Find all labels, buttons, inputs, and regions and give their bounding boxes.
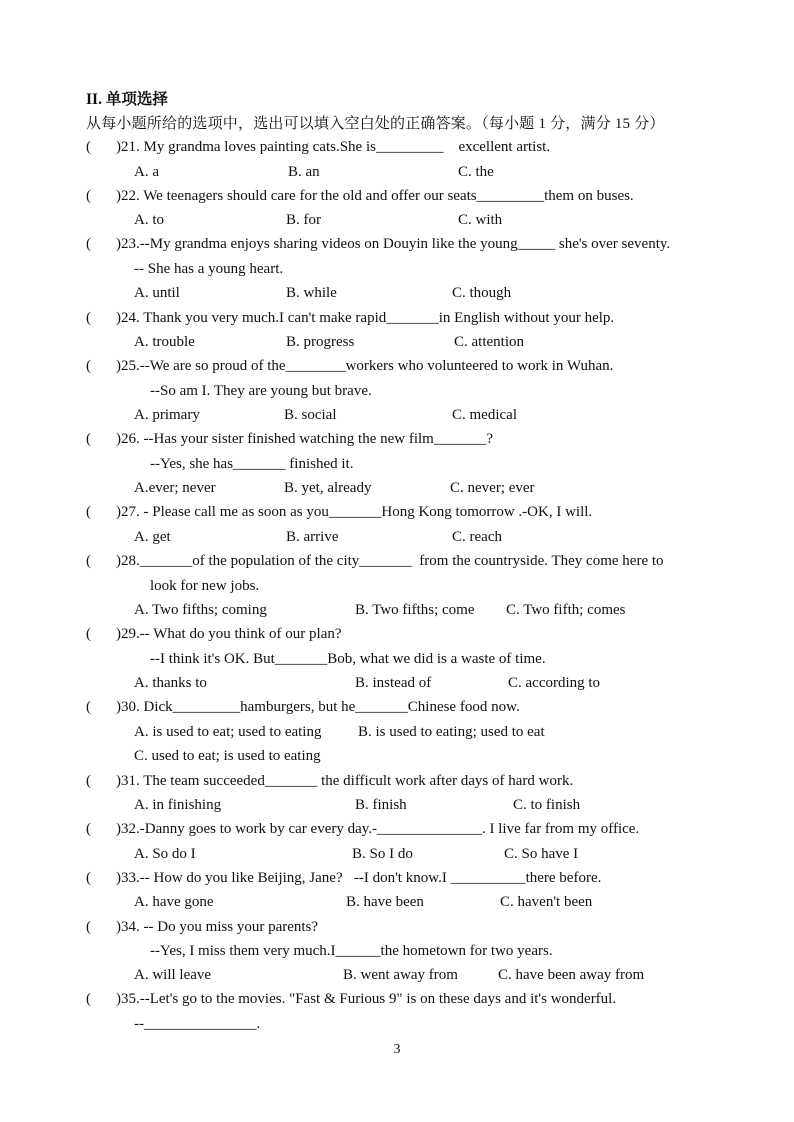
question-24-options [0, 330, 794, 354]
option-c: C. the [458, 164, 494, 180]
question-32-stem: ( )32.-Danny goes to work by car every day.-______________. I live far from my office. [0, 817, 794, 841]
question-27-options [0, 525, 794, 549]
answer-paren: ( [86, 919, 91, 935]
question-32-options [0, 842, 794, 866]
option-c: C. medical [452, 407, 517, 423]
question-23-stem: ( )23.--My grandma enjoys sharing videos on Douyin like the young_____ she's over seventy. [0, 232, 794, 256]
answer-paren: ( [86, 553, 91, 569]
question-28-options [0, 598, 794, 622]
option-b: B. social [284, 407, 337, 423]
question-26-options [0, 476, 794, 500]
question-24-stem: ( )24. Thank you very much.I can't make rapid_______in English without your help. [0, 306, 794, 330]
question-29-continuation: --I think it's OK. But_______Bob, what we did is a waste of time. [150, 651, 546, 667]
page-number: 3 [393, 1042, 401, 1057]
question-29-stem: ( )29.-- What do you think of our plan? [0, 622, 794, 646]
question-33-options [0, 890, 794, 914]
option-a: A. is used to eat; used to eating [134, 724, 322, 740]
answer-paren: ( [86, 139, 91, 155]
question-21-options [0, 160, 794, 184]
option-a: A. Two fifths; coming [134, 602, 267, 618]
question-27-stem: ( )27. - Please call me as soon as you_______Hong Kong tomorrow .-OK, I will. [0, 500, 794, 524]
question-22-options [0, 208, 794, 232]
option-a: A. a [134, 164, 159, 180]
question-31-options [0, 793, 794, 817]
question-26-stem: ( )26. --Has your sister finished watching the new film_______? [0, 427, 794, 451]
answer-paren: ( [86, 431, 91, 447]
option-a: A. in finishing [134, 797, 222, 813]
question-31-stem: ( )31. The team succeeded_______ the difficult work after days of hard work. [0, 769, 794, 793]
question-28-stem: ( )28._______of the population of the city_______ from the countryside. They come here to [0, 549, 794, 573]
option-c: C. never; ever [450, 480, 535, 496]
option-c: C. attention [454, 334, 524, 350]
section-heading: II. 单项选择 [86, 91, 168, 108]
option-b: B. for [286, 212, 321, 228]
option-b: B. have been [346, 894, 424, 910]
section-instructions: 从每小题所给的选项中，选出可以填入空白处的正确答案。（每小题 1 分，满分 15 分） [86, 116, 665, 132]
question-29-options [0, 671, 794, 695]
option-b: B. So I do [352, 846, 413, 862]
answer-paren: ( [86, 870, 91, 886]
answer-paren: ( [86, 236, 91, 252]
question-22-stem: ( )22. We teenagers should care for the old and offer our seats_________them on buses. [0, 184, 794, 208]
option-a: A. trouble [134, 334, 195, 350]
option-a: A.ever; never [134, 480, 216, 496]
option-b: B. instead of [355, 675, 432, 691]
option-a: A. primary [134, 407, 200, 423]
answer-paren: ( [86, 310, 91, 326]
answer-paren: ( [86, 991, 91, 1007]
option-c: C. though [452, 285, 512, 301]
question-21-stem: ( )21. My grandma loves painting cats.She is_________ excellent artist. [0, 135, 794, 159]
option-b: B. while [286, 285, 337, 301]
option-a: A. will leave [134, 967, 212, 983]
option-b: B. went away from [343, 967, 458, 983]
option-c: C. Two fifth; comes [506, 602, 626, 618]
option-c: C. haven't been [500, 894, 593, 910]
answer-paren: ( [86, 773, 91, 789]
question-23-options [0, 281, 794, 305]
option-c: C. have been away from [498, 967, 645, 983]
answer-paren: ( [86, 626, 91, 642]
question-30-options [0, 720, 794, 744]
option-a: A. get [134, 529, 171, 545]
option-a: A. So do I [134, 846, 196, 862]
option-b: B. an [288, 164, 320, 180]
answer-paren: ( [86, 699, 91, 715]
option-b: B. Two fifths; come [355, 602, 475, 618]
question-28-continuation: look for new jobs. [150, 578, 260, 594]
option-c: C. reach [452, 529, 502, 545]
answer-paren: ( [86, 504, 91, 520]
option-c: C. So have I [504, 846, 579, 862]
option-a: A. thanks to [134, 675, 207, 691]
option-b: B. arrive [286, 529, 339, 545]
answer-paren: ( [86, 358, 91, 374]
question-25-options [0, 403, 794, 427]
question-23-continuation: -- She has a young heart. [134, 261, 284, 277]
option-c: C. according to [508, 675, 601, 691]
option-c: C. with [458, 212, 503, 228]
option-a: A. have gone [134, 894, 214, 910]
question-25-stem: ( )25.--We are so proud of the________workers who volunteered to work in Wuhan. [0, 354, 794, 378]
question-30-stem: ( )30. Dick_________hamburgers, but he_______Chinese food now. [0, 695, 794, 719]
question-25-continuation: --So am I. They are young but brave. [150, 383, 372, 399]
question-34-continuation: --Yes, I miss them very much.I______the hometown for two years. [150, 943, 553, 959]
option-b: B. progress [286, 334, 355, 350]
answer-paren: ( [86, 821, 91, 837]
question-35-continuation: --_______________. [134, 1016, 261, 1032]
question-30-options-2 [0, 744, 794, 768]
option-b: B. finish [355, 797, 407, 813]
answer-paren: ( [86, 188, 91, 204]
option-a: A. until [134, 285, 180, 301]
question-26-continuation: --Yes, she has_______ finished it. [150, 456, 354, 472]
option-b: B. yet, already [284, 480, 372, 496]
question-34-stem: ( )34. -- Do you miss your parents? [0, 915, 794, 939]
option-c: C. to finish [513, 797, 581, 813]
question-35-stem: ( )35.--Let's go to the movies. "Fast & Furious 9" is on these days and it's wonderful. [0, 987, 794, 1011]
question-33-stem: ( )33.-- How do you like Beijing, Jane? --I don't know.I __________there before. [0, 866, 794, 890]
option-b: B. is used to eating; used to eat [358, 724, 545, 740]
option-c: C. used to eat; is used to eating [134, 748, 321, 764]
question-34-options [0, 963, 794, 987]
option-a: A. to [134, 212, 164, 228]
